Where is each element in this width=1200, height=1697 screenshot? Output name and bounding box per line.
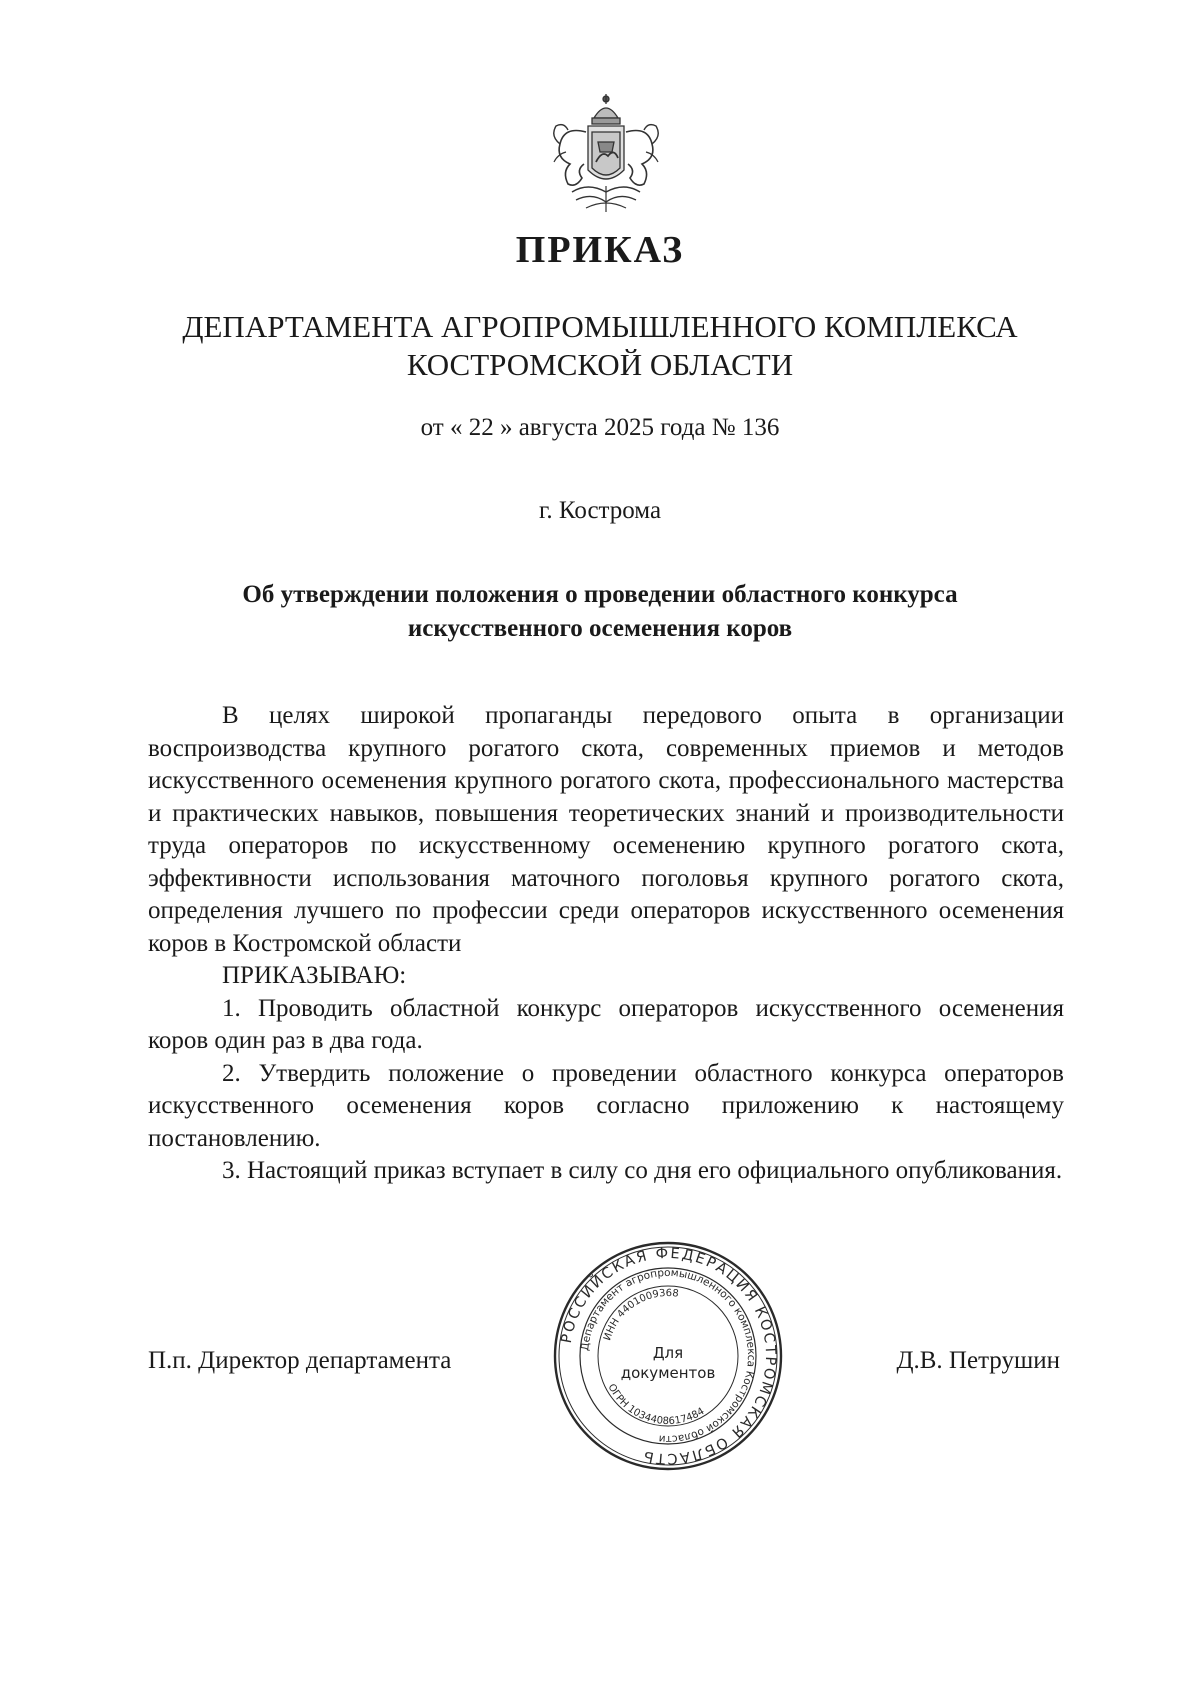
order-date-number: от « 22 » августа 2025 года № 136 <box>420 414 780 441</box>
signatory-name: Д.В. Петрушин <box>896 1347 1060 1374</box>
order-item: 3. Настоящий приказ вступает в силу со дня его официального опубликования. <box>222 1157 1063 1184</box>
order-item: 2. Утвердить положение о проведении областного конкурса операторов искусственного осеменения коров согласно приложению к настоящему постановлению. <box>148 1059 1064 1152</box>
order-subject-line1: Об утверждении положения о проведении областного конкурса <box>242 581 958 608</box>
order-item: 1. Проводить областной конкурс операторов искусственного осеменения коров один раз в два года. <box>148 994 1064 1054</box>
stamp-outer-text: РОССИЙСКАЯ ФЕДЕРАЦИЯ КОСТРОМСКАЯ ОБЛАСТЬ <box>558 1245 779 1467</box>
document-title: ПРИКАЗ <box>515 229 685 271</box>
signatory-position: П.п. Директор департамента <box>148 1347 452 1374</box>
order-word: ПРИКАЗЫВАЮ: <box>222 962 407 989</box>
stamp-center-line2: документов <box>620 1364 716 1382</box>
stamp-middle-text: Департамент агропромышленного комплекса Костромской области <box>579 1266 758 1446</box>
order-subject-line2: искусственного осеменения коров <box>407 615 793 642</box>
city-line: г. Кострома <box>538 497 662 524</box>
official-stamp <box>552 1240 784 1472</box>
preamble-paragraph: В целях широкой пропаганды передового опыта в организации воспроизводства крупного рогатого скота, современных приемов и методов искусственного осеменения крупного рогатого скота, профессионального мастерства и практических навыков, повышения теоретических знаний и производительности труда операторов по искусственному осеменению крупного рогатого скота, эффективности использования маточного поголовья крупного рогатого скота, определения лучшего по профессии среди операторов искусственного осеменения коров в Костромской области <box>148 702 1064 957</box>
stamp-ogrn: ОГРН 1034408617484 <box>605 1382 707 1428</box>
department-name <box>0 308 1200 384</box>
coat-of-arms-icon <box>536 92 676 217</box>
department-name-line2: КОСТРОМСКОЙ ОБЛАСТИ <box>406 347 794 382</box>
order-subject <box>0 578 1200 646</box>
stamp-center-line1: Для <box>652 1344 684 1362</box>
department-name-line1: ДЕПАРТАМЕНТА АГРОПРОМЫШЛЕННОГО КОМПЛЕКСА <box>182 309 1018 344</box>
stamp-inn: ИНН 4401009368 <box>602 1287 680 1343</box>
order-body <box>148 700 1064 1188</box>
